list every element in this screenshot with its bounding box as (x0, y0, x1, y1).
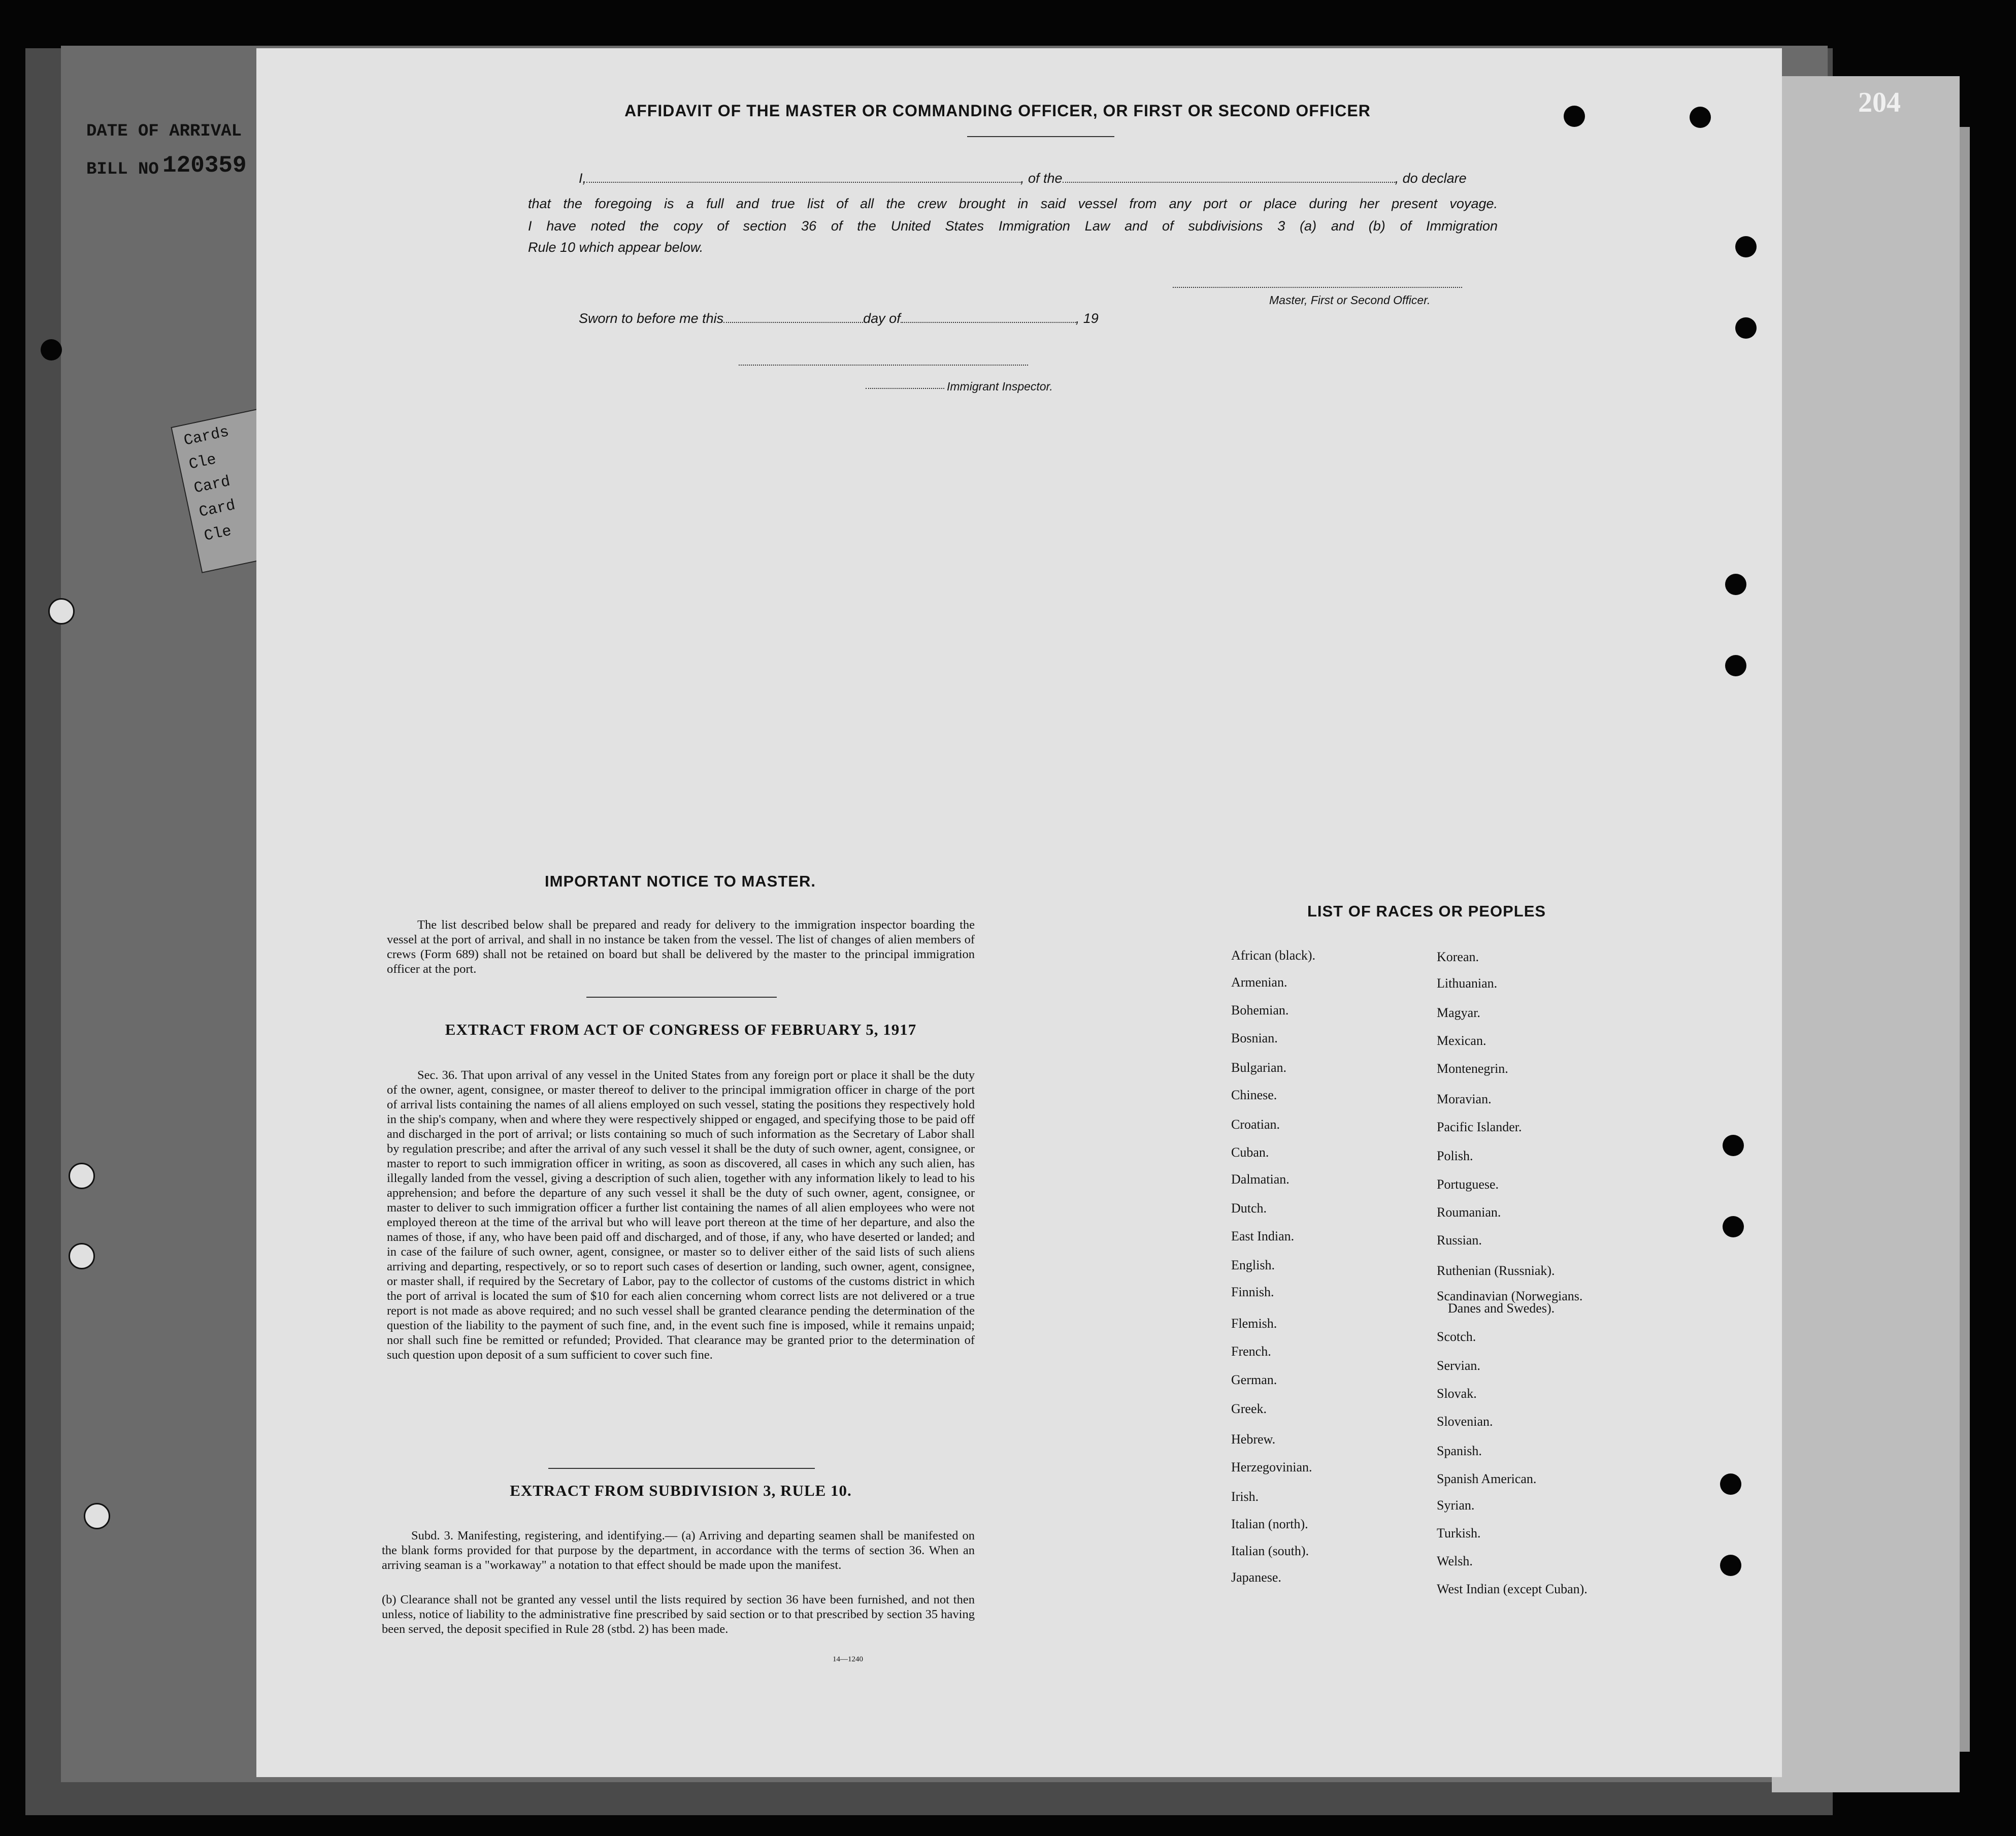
race-entry: Cuban. (1231, 1145, 1269, 1160)
race-entry: Dalmatian. (1231, 1172, 1290, 1187)
affidavit-line-3: I have noted the copy of section 36 of the United States Immigration Law and of subdivisions 3 (a) and (b) of Immigration (528, 218, 1498, 234)
day-of-label: day of (863, 311, 901, 326)
inspector-label: Immigrant Inspector. (947, 380, 1053, 393)
race-entry: Slovenian. (1437, 1414, 1493, 1429)
race-entry: Turkish. (1437, 1526, 1481, 1540)
underlying-sheet-edge (1772, 76, 1960, 1792)
race-entry: East Indian. (1231, 1229, 1295, 1243)
punch-hole (1720, 1473, 1741, 1495)
race-entry: Scotch. (1437, 1329, 1476, 1344)
sworn-label: Sworn to before me this (579, 311, 724, 326)
notice-body: The list described below shall be prepared and ready for delivery to the immigration inspector boarding the vessel at the port of arrival, and shall in no instance be taken from the vessel. The list of changes of alien members of crews (Form 689) shall not be retained on board but shall be delivered by the master to the principal immigration officer at the port. (387, 918, 975, 976)
race-entry: Spanish American. (1437, 1471, 1537, 1486)
race-entry: Portuguese. (1437, 1177, 1499, 1192)
race-entry: Moravian. (1437, 1092, 1492, 1106)
divider (548, 1468, 815, 1469)
affidavit-line-4: Rule 10 which appear below. (528, 240, 704, 255)
inspector-name-dots (866, 388, 944, 389)
cards-line: Card (197, 497, 237, 521)
punch-hole (1723, 1135, 1744, 1156)
punch-hole (1735, 317, 1757, 339)
page-number: 204 (1858, 87, 1901, 118)
notice-title: IMPORTANT NOTICE TO MASTER. (545, 872, 816, 890)
race-entry: Syrian. (1437, 1498, 1475, 1513)
cards-line: Cards (182, 423, 231, 450)
rule-extract-para-b: (b) Clearance shall not be granted any vessel until the lists required by section 36 have been furnished, and not then unless, notice of liability to the administrative fine prescribed by said section or to that prescribed by section 35 having been served, the deposit specified in Rule 28 (stbd. 2) has been made. (382, 1593, 975, 1636)
bill-no-label: BILL NO (86, 160, 159, 179)
race-entry: Roumanian. (1437, 1205, 1501, 1220)
act-extract-title: EXTRACT FROM ACT OF CONGRESS OF FEBRUARY 5, 1917 (445, 1021, 917, 1038)
title-rule (967, 136, 1114, 137)
sworn-line (579, 311, 1099, 326)
master-signature-label: Master, First or Second Officer. (1269, 293, 1431, 307)
race-entry: Korean. (1437, 949, 1479, 964)
race-entry: French. (1231, 1344, 1271, 1359)
affidavit-title: AFFIDAVIT OF THE MASTER OR COMMANDING OFFICER, OR FIRST OR SECOND OFFICER (624, 102, 1371, 120)
race-entry: Servian. (1437, 1358, 1480, 1373)
race-entry: African (black). (1231, 948, 1316, 963)
race-entry: German. (1231, 1372, 1277, 1387)
race-entry: Montenegrin. (1437, 1061, 1508, 1076)
form-number: 14—1240 (833, 1655, 863, 1663)
race-entry: Dutch. (1231, 1201, 1267, 1216)
race-entry: Bulgarian. (1231, 1060, 1287, 1075)
race-entry: Italian (north). (1231, 1517, 1308, 1531)
sworn-month-field[interactable] (901, 322, 1076, 323)
race-entry: Ruthenian (Russniak). (1437, 1263, 1555, 1278)
punch-hole (1720, 1555, 1741, 1576)
rule-extract-para-a: Subd. 3. Manifesting, registering, and identifying.— (a) Arriving and departing seamen shall be manifested on the blank forms provided for that purpose by the department, in accordance with the terms of section 36. When an arriving seaman is a "workaway" a notation to that effect should be made upon the manifest. (382, 1529, 975, 1572)
punch-hole (1725, 574, 1746, 595)
race-entry: English. (1231, 1258, 1275, 1272)
race-entry: Chinese. (1231, 1088, 1277, 1102)
of-the-label: , of the (1020, 171, 1063, 186)
punch-hole (69, 1243, 95, 1269)
punch-hole (41, 339, 62, 360)
punch-hole (1723, 1216, 1744, 1237)
race-entry: Bohemian. (1231, 1003, 1289, 1018)
punch-hole (48, 598, 75, 625)
inspector-signature-field[interactable] (739, 365, 1028, 366)
year-label: , 19 (1075, 311, 1099, 326)
race-entry: Slovak. (1437, 1386, 1477, 1401)
race-entry: Bosnian. (1231, 1031, 1278, 1045)
race-entry: West Indian (except Cuban). (1437, 1582, 1588, 1596)
master-signature-field[interactable] (1173, 287, 1462, 288)
affidavit-line-1 (579, 171, 1467, 186)
cards-line: Card (192, 473, 232, 498)
act-extract-body: Sec. 36. That upon arrival of any vessel in the United States from any foreign port or place it shall be the duty of the owner, agent, consignee, or master thereof to deliver to the principal immigration officer in charge of the port of arrival lists containing the names of all aliens employed on such vessel, stating the positions they respectively hold in the ship's company, when and where they were respectively shipped or engaged, and specifying those to be paid off and discharged in the port of arrival; or lists containing so much of such information as the Secretary of Labor shall by regulation prescribe; and after the arrival of any such vessel it shall be the duty of such owner, agent, consignee, or master to report to such immigration officer in writing, as soon as discovered, all cases in which any such alien, has illegally landed from the vessel, giving a description of such alien, together with any information likely to lead to his apprehension; and before the departure of any such vessel it shall be the duty of such owner, agent, consignee, or master to deliver to such immigration officer a further list containing the names of all alien employees who were not employed thereon at the time of the arrival but who will leave port thereon at the time of her departure, and also the names of those, if any, who have been paid off and discharged, and of those, if any, who have deserted or landed; and in case of the failure of such owner, agent, consignee, or master so to deliver either of the said lists of such aliens arriving and departing, respectively, or so to report such cases of desertion or landing, such owner, agent, consignee, or master shall, if required by the Secretary of Labor, pay to the collector of customs of the customs district in which the port of arrival is located the sum of $10 for each alien concerning whom correct lists are not delivered or a true report is not made as above required; and no such vessel shall be granted clearance pending the determination of the question of the liability to the payment of such fine, and, in the event such fine is imposed, while it remains unpaid; nor shall such fine be remitted or refunded; Provided. That clearance may be granted prior to the determination of such question upon deposit of a sum sufficient to cover such fine. (387, 1068, 975, 1362)
punch-hole (84, 1503, 110, 1529)
race-entry: Hebrew. (1231, 1432, 1276, 1447)
race-entry: Mexican. (1437, 1033, 1486, 1048)
affidavit-line-2: that the foregoing is a full and true list of all the crew brought in said vessel from any port or place during her present voyage. (528, 196, 1498, 211)
race-entry: Finnish. (1231, 1285, 1274, 1299)
race-entry: Irish. (1231, 1489, 1259, 1504)
race-entry: Polish. (1437, 1149, 1473, 1163)
cards-line: Cle (203, 522, 234, 545)
punch-hole (69, 1163, 95, 1189)
race-entry: Greek. (1231, 1401, 1267, 1416)
date-of-arrival-stamp: DATE OF ARRIVAL (86, 122, 242, 141)
race-entry: Magyar. (1437, 1005, 1480, 1020)
punch-hole (1735, 236, 1757, 257)
race-entry: Croatian. (1231, 1117, 1280, 1132)
race-entry: Italian (south). (1231, 1544, 1309, 1558)
race-entry: Russian. (1437, 1233, 1482, 1248)
race-entry: Scandinavian (Norwegians. (1437, 1289, 1583, 1303)
race-entry: Welsh. (1437, 1554, 1473, 1568)
declarant-name-field[interactable] (586, 182, 1020, 183)
race-entry: Armenian. (1231, 975, 1287, 990)
race-entry: Herzegovinian. (1231, 1460, 1312, 1474)
punch-hole (1725, 655, 1746, 676)
vessel-name-field[interactable] (1063, 182, 1395, 183)
cards-line: Cle (187, 451, 218, 474)
race-entry: Lithuanian. (1437, 976, 1498, 991)
race-entry: Flemish. (1231, 1316, 1277, 1331)
divider (586, 997, 777, 998)
race-entry: Spanish. (1437, 1444, 1482, 1458)
race-entry: Japanese. (1231, 1570, 1281, 1585)
rule-extract-title: EXTRACT FROM SUBDIVISION 3, RULE 10. (510, 1482, 852, 1499)
do-declare-label: , do declare (1395, 171, 1467, 186)
declarant-label: I, (579, 171, 587, 186)
race-entry: Danes and Swedes). (1448, 1301, 1555, 1316)
sworn-day-field[interactable] (723, 322, 863, 323)
race-entry: Pacific Islander. (1437, 1120, 1522, 1134)
bill-number: 120359 (162, 152, 247, 179)
races-title: LIST OF RACES OR PEOPLES (1307, 902, 1546, 920)
